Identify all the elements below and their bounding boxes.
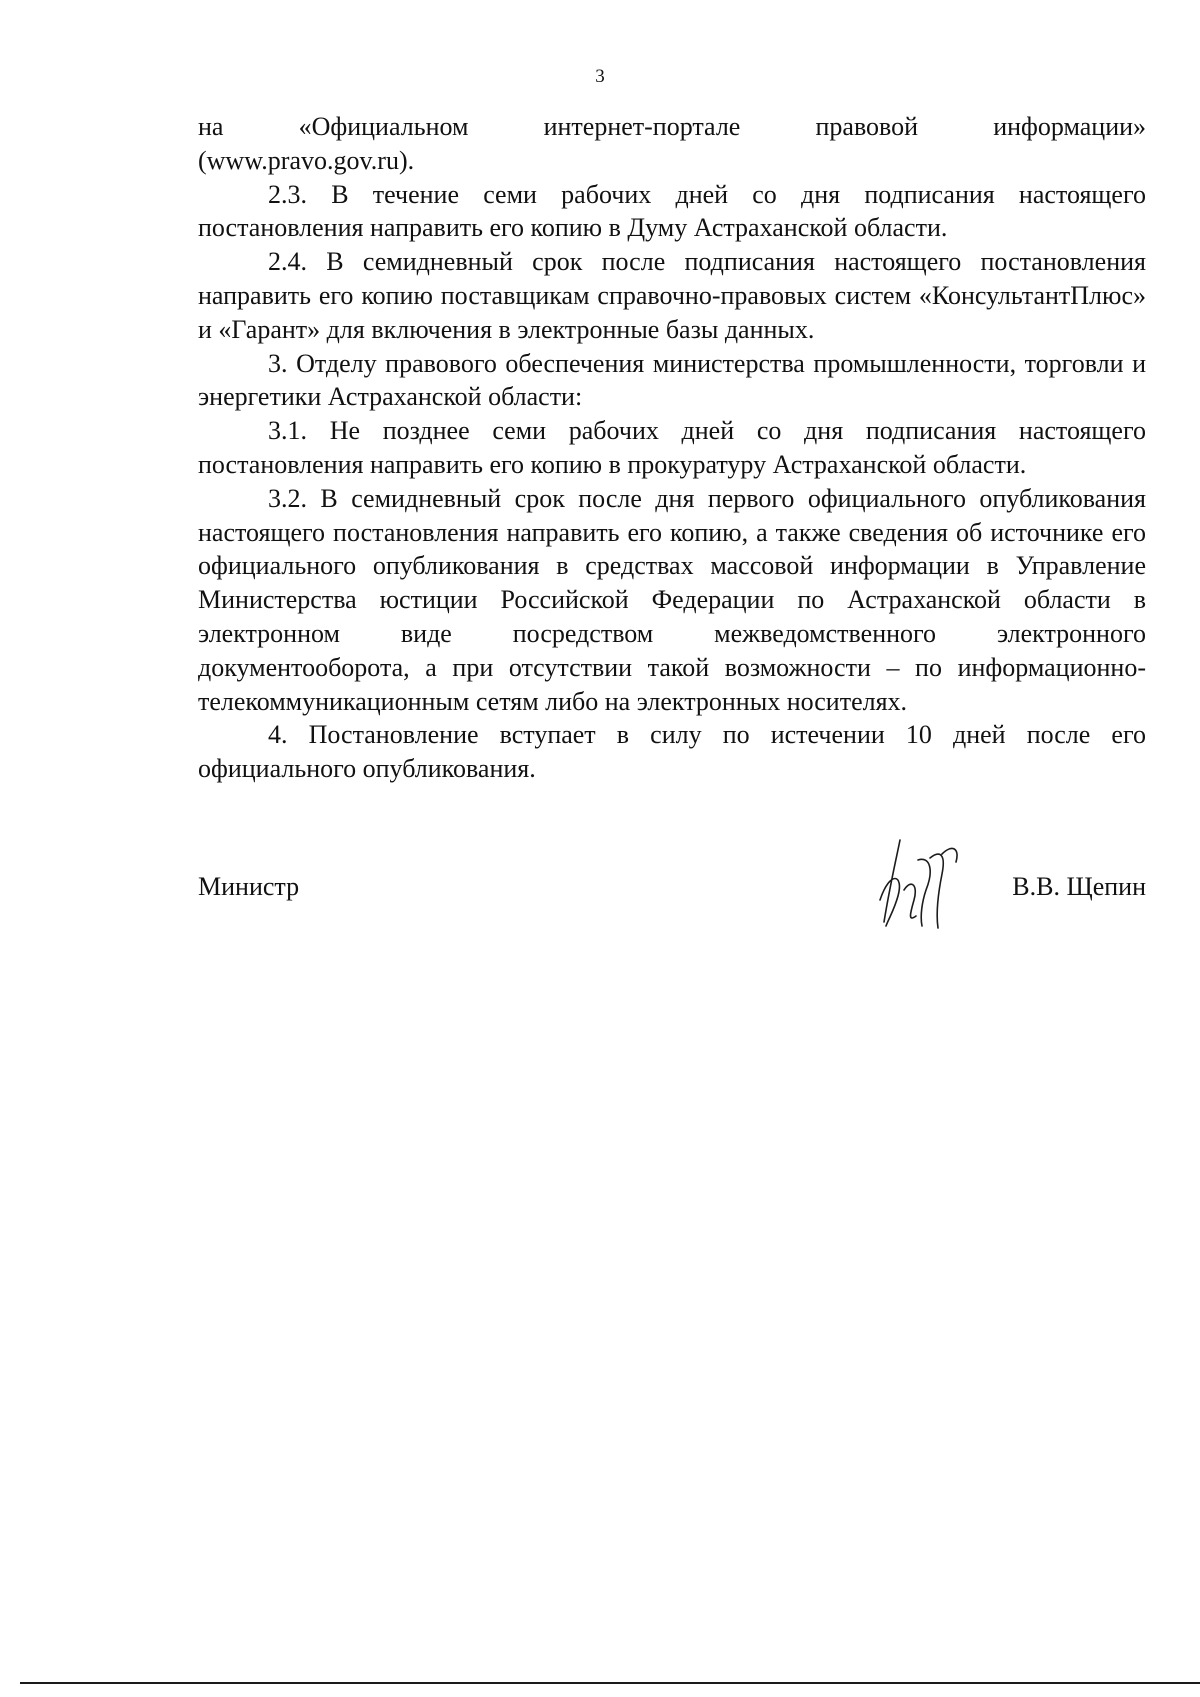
footer-rule <box>20 1682 1200 1684</box>
word: правовой <box>815 112 919 141</box>
signer-name: В.В. Щепин <box>1012 872 1146 901</box>
page-number: 3 <box>595 66 605 87</box>
paragraph-2-4: 2.4. В семидневный срок после подписания настоящего постановления направить его копию поставщикам справочно-правовых систем «КонсультантПлюс» и «Гарант» для включения в электронные базы данных. <box>198 247 1146 344</box>
paragraph-2-3: 2.3. В течение семи рабочих дней со дня подписания настоящего постановления направить его копию в Думу Астраханской области. <box>198 179 1146 243</box>
paragraph-continuation-url: (www.pravo.gov.ru). <box>198 145 415 175</box>
paragraph-3-2: 3.2. В семидневный срок после дня первого официального опубликования настоящего постановления направить его копию, а также сведения об источнике его официального опубликования в средствах массовой информации в Управление Министерства юстиции Российской Федерации по Астраханской области в электронном виде посредством межведомственного электронного документооборота, а при отсутствии такой возможности – по информационно-телекоммуникационным сетям либо на электронных носителях. <box>198 483 1146 716</box>
word: информации» <box>993 112 1147 141</box>
handwritten-signature <box>860 830 980 940</box>
word: «Официальном <box>298 112 469 141</box>
word: интернет-портале <box>543 112 741 141</box>
signature-block <box>198 858 1146 938</box>
paragraph-4: 4. Постановление вступает в силу по истечении 10 дней после его официального опубликования. <box>198 720 1146 784</box>
word: на <box>198 112 224 141</box>
paragraph-3-1: 3.1. Не позднее семи рабочих дней со дня подписания настоящего постановления направить его копию в прокуратуру Астраханской области. <box>198 416 1146 479</box>
document-body <box>198 110 1146 786</box>
paragraph-3: 3. Отделу правового обеспечения министерства промышленности, торговли и энергетики Астраханской области: <box>198 348 1146 412</box>
paragraph-continuation <box>198 110 1146 144</box>
signer-title: Министр <box>198 872 300 901</box>
